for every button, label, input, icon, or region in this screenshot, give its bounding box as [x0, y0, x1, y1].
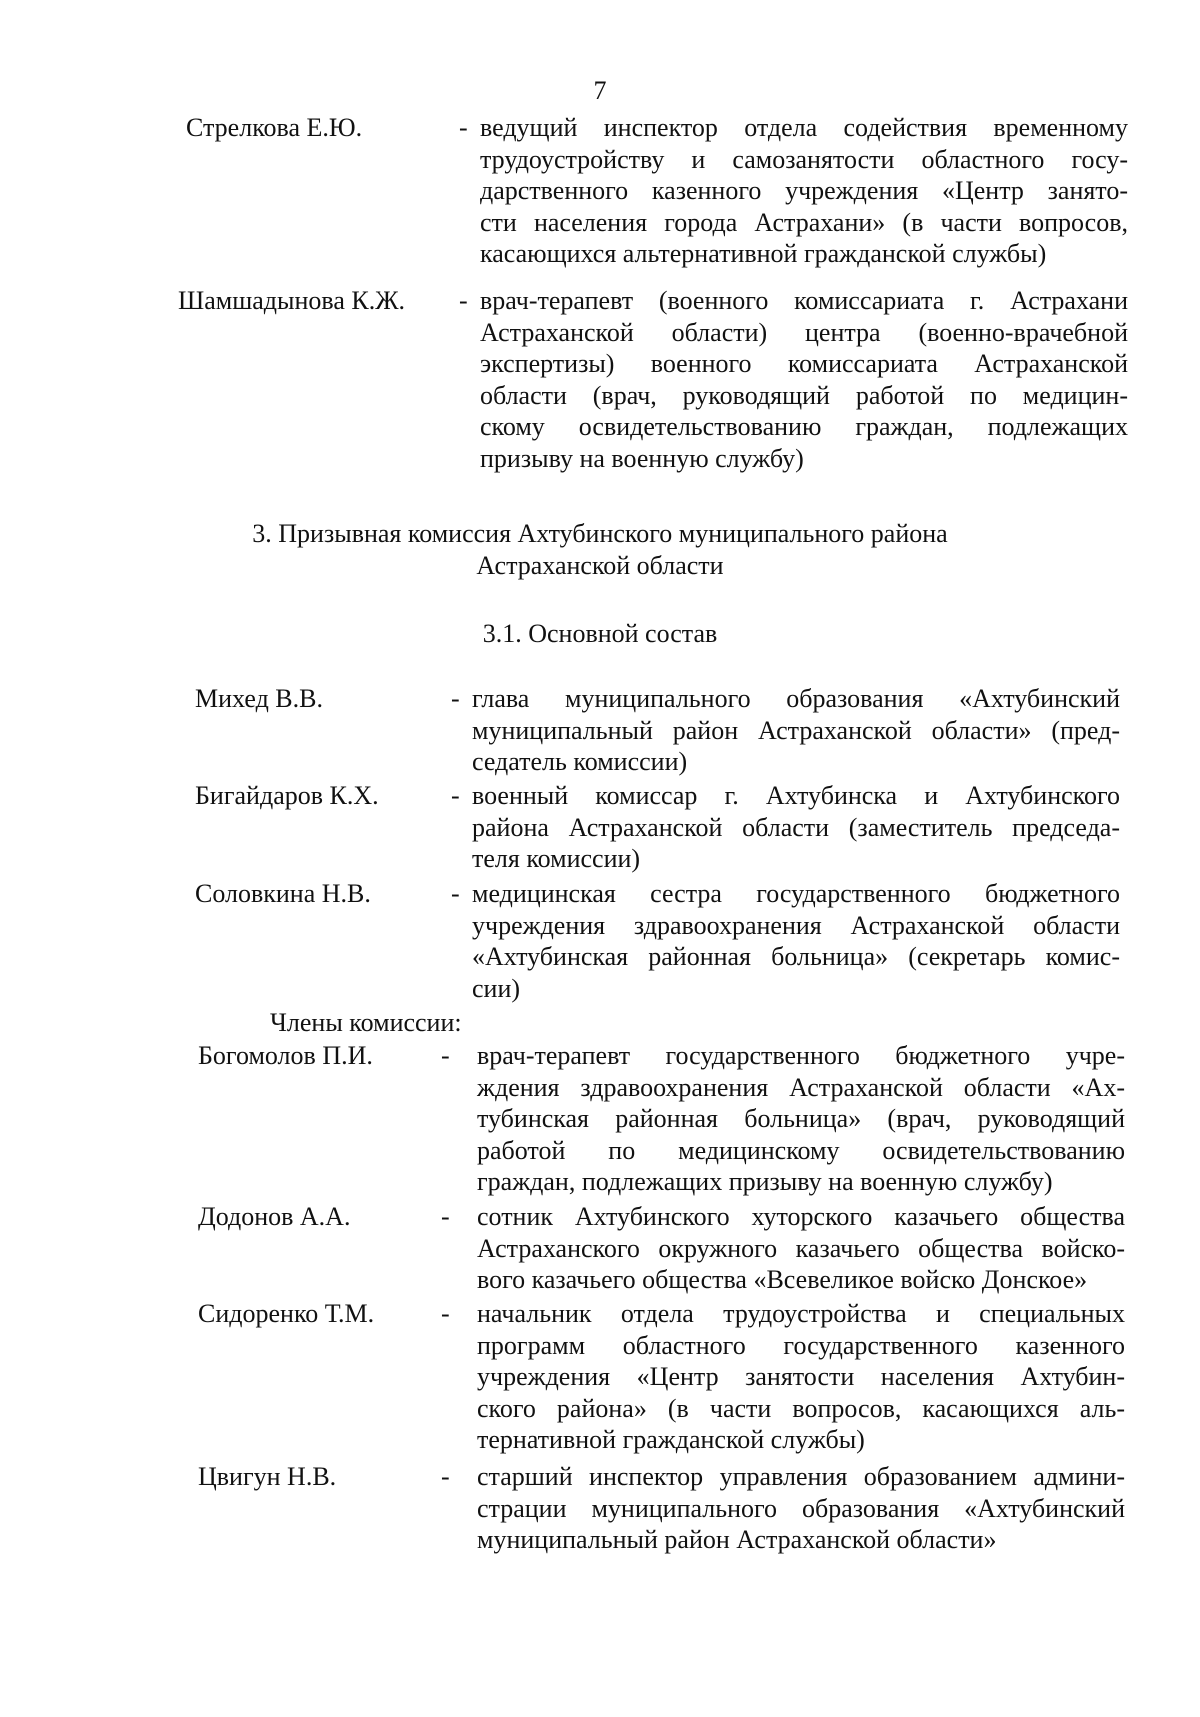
description-line: ведущий инспектор отдела содействия временному	[480, 113, 1128, 142]
description-line: ского района» (в части вопросов, касающихся аль-	[477, 1393, 1125, 1423]
description-line: скому освидетельствованию граждан, подлежащих	[480, 412, 1128, 441]
dash: -	[441, 1462, 450, 1491]
person-name: Бигайдаров К.Х.	[195, 781, 379, 810]
description-line: учреждения «Центр занятости населения Ахтубин-	[477, 1362, 1125, 1391]
description-line: сти населения города Астрахани» (в части вопросов,	[480, 207, 1128, 237]
members-label: Члены комиссии:	[270, 1008, 462, 1037]
person-description	[477, 1461, 1125, 1556]
description-line: медицинская сестра государственного бюджетного	[472, 879, 1120, 908]
section-title	[0, 518, 1200, 581]
dash: -	[459, 113, 468, 142]
page-number: 7	[593, 76, 607, 105]
description-line: учреждения здравоохранения Астраханской области	[472, 910, 1120, 940]
person-description	[472, 878, 1120, 1004]
person-description	[472, 683, 1120, 778]
person-name: Цвигун Н.В.	[198, 1462, 337, 1491]
description-line: тернативной гражданской службы)	[477, 1425, 865, 1454]
description-line: сотник Ахтубинского хуторского казачьего общества	[477, 1202, 1125, 1231]
person-description	[472, 780, 1120, 875]
person-description	[477, 1040, 1125, 1198]
description-line: Астраханского окружного казачьего общества войско-	[477, 1233, 1125, 1263]
section-title-line: Астраханской области	[476, 550, 724, 580]
description-line: врач-терапевт государственного бюджетного учре-	[477, 1041, 1125, 1070]
description-line: начальник отдела трудоустройства и специальных	[477, 1299, 1125, 1328]
person-description	[480, 112, 1128, 270]
description-line: призыву на военную службу)	[480, 443, 804, 473]
subsection-title: 3.1. Основной состав	[482, 619, 718, 648]
description-line: ждения здравоохранения Астраханской области «Ах-	[477, 1072, 1125, 1102]
section-title-line: 3. Призывная комиссия Ахтубинского муниципального района	[252, 519, 948, 548]
description-line: теля комиссии)	[472, 844, 641, 873]
description-line: муниципальный район Астраханской области»	[477, 1525, 997, 1554]
person-name: Сидоренко Т.М.	[198, 1299, 375, 1328]
dash: -	[441, 1041, 450, 1070]
description-line: седатель комиссии)	[472, 747, 688, 776]
description-line: граждан, подлежащих призыву на военную службу)	[477, 1167, 1053, 1196]
description-line: работой по медицинскому освидетельствованию	[477, 1135, 1125, 1165]
person-name: Богомолов П.И.	[198, 1041, 373, 1070]
dash: -	[451, 684, 460, 713]
description-line: вого казачьего общества «Всевеликое войско Донское»	[477, 1265, 1088, 1294]
dash: -	[441, 1299, 450, 1328]
dash: -	[451, 781, 460, 810]
description-line: района Астраханской области (заместитель председа-	[472, 812, 1120, 842]
description-line: касающихся альтернативной гражданской службы)	[480, 239, 1047, 268]
person-name: Михед В.В.	[195, 684, 323, 713]
person-name: Шамшадынова К.Ж.	[178, 286, 406, 315]
description-line: экспертизы) военного комиссариата Астраханской	[480, 349, 1128, 378]
person-name: Додонов А.А.	[198, 1202, 351, 1231]
person-description	[480, 285, 1128, 474]
dash: -	[441, 1202, 450, 1231]
description-line: старший инспектор управления образованием админи-	[477, 1462, 1125, 1491]
description-line: дарственного казенного учреждения «Центр занято-	[480, 176, 1128, 205]
person-description	[477, 1201, 1125, 1296]
person-name: Стрелкова Е.Ю.	[186, 113, 363, 142]
description-line: сии)	[472, 973, 521, 1003]
dash: -	[459, 286, 468, 315]
description-line: врач-терапевт (военного комиссариата г. Астрахани	[480, 286, 1128, 315]
description-line: программ областного государственного казенного	[477, 1330, 1125, 1360]
person-description	[477, 1298, 1125, 1456]
person-name: Соловкина Н.В.	[195, 879, 371, 908]
description-line: муниципальный район Астраханской области» (пред-	[472, 715, 1120, 745]
description-line: Астраханской области) центра (военно-врачебной	[480, 317, 1128, 347]
description-line: трудоустройству и самозанятости областного госу-	[480, 144, 1128, 174]
description-line: тубинская районная больница» (врач, руководящий	[477, 1104, 1125, 1133]
description-line: области (врач, руководящий работой по медицин-	[480, 380, 1128, 410]
description-line: страции муниципального образования «Ахтубинский	[477, 1493, 1125, 1523]
description-line: глава муниципального образования «Ахтубинский	[472, 684, 1120, 713]
description-line: «Ахтубинская районная больница» (секретарь комис-	[472, 942, 1120, 971]
description-line: военный комиссар г. Ахтубинска и Ахтубинского	[472, 781, 1120, 810]
dash: -	[451, 879, 460, 908]
